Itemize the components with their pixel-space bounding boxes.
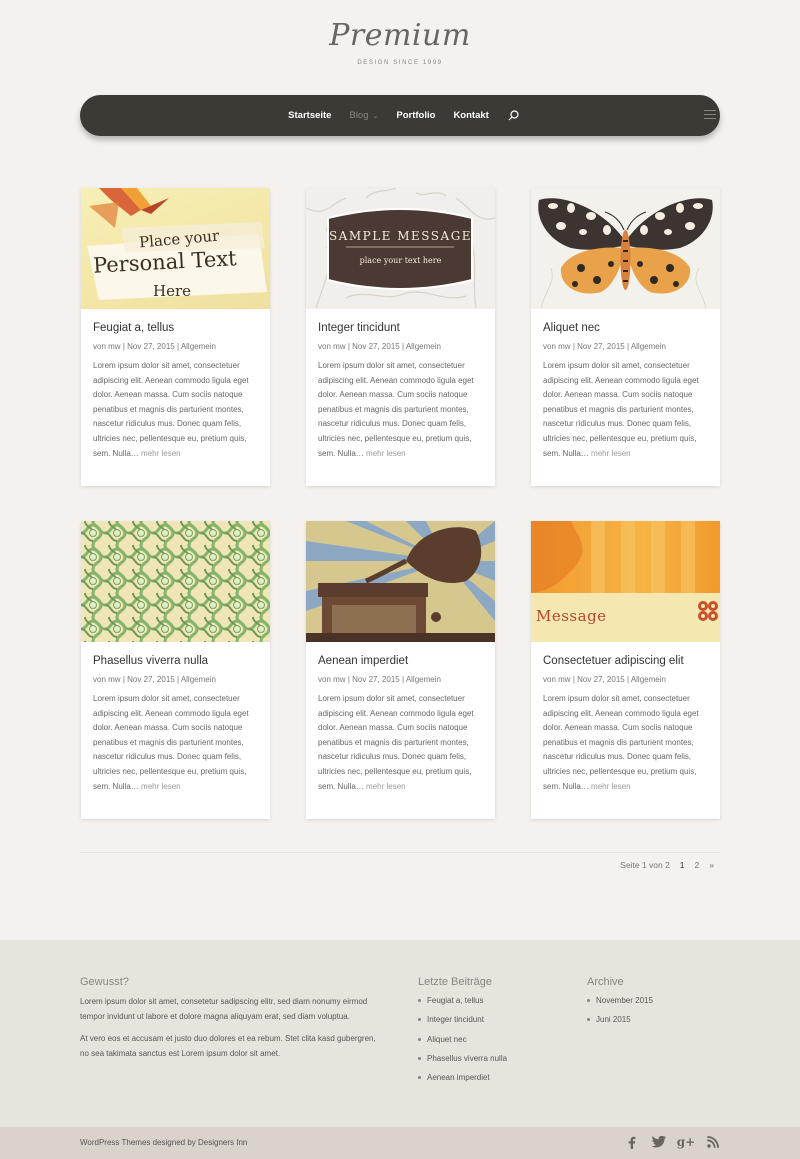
thumbnail-heading: SAMPLE MESSAGE	[328, 229, 473, 243]
post-thumbnail[interactable]	[81, 188, 270, 309]
twitter-icon[interactable]	[652, 1135, 666, 1149]
butterfly-icon	[531, 188, 720, 309]
post-author[interactable]: mw	[558, 342, 571, 351]
footer-about-paragraph-2: At vero eos et accusam et justo duo dolores et ea rebum. Stet clita kasd gubergren, no sea takimata sanctus est Lorem ipsum dolor sit amet.	[80, 1034, 376, 1058]
archive-link[interactable]	[587, 991, 720, 1010]
recent-post-label: Aliquet nec	[427, 1034, 467, 1044]
post-title[interactable]: Phasellus viverra nulla	[93, 655, 209, 667]
excerpt-text: Lorem ipsum dolor sit amet, consectetuer adipiscing elit. Aenean commodo ligula eget dolor. Aenean massa. Cum sociis natoque penatibus et magnis dis parturient montes, nascetur ridiculus mus. Donec quam felis, ultricies nec, pellentesque eu, pretium quis, sem. Nulla…	[543, 694, 699, 791]
social-links	[625, 1135, 720, 1149]
nav-item-portfolio[interactable]: Portfolio	[396, 110, 436, 121]
post-title[interactable]: Consectetuer adipiscing elit	[543, 655, 684, 667]
post-excerpt	[543, 359, 708, 461]
meta-prefix: von	[543, 675, 556, 684]
post-excerpt	[543, 692, 708, 794]
hamburger-icon[interactable]	[704, 110, 716, 121]
excerpt-text: Lorem ipsum dolor sit amet, consectetuer adipiscing elit. Aenean commodo ligula eget dolor. Aenean massa. Cum sociis natoque penatibus et magnis dis parturient montes, nascetur ridiculus mus. Donec quam felis, ultricies nec, pellentesque eu, pretium quis, sem. Nulla…	[93, 361, 249, 458]
post-excerpt	[318, 692, 483, 794]
post-category[interactable]: Allgemein	[405, 342, 441, 351]
post-title[interactable]: Feugiat a, tellus	[93, 322, 175, 334]
post-date: Nov 27, 2015	[352, 342, 400, 351]
post-category[interactable]: Allgemein	[405, 675, 441, 684]
post-card	[81, 521, 270, 819]
next-page-link[interactable]: »	[709, 860, 714, 870]
bottom-bar	[0, 1127, 800, 1159]
footer-about	[80, 976, 380, 1061]
thumbnail-text-line-3: Here	[153, 282, 192, 300]
post-excerpt	[93, 359, 258, 461]
post-author[interactable]: mw	[333, 342, 346, 351]
recent-post-label: Aenean imperdiet	[427, 1073, 490, 1083]
post-excerpt	[318, 359, 483, 461]
read-more-link[interactable]: mehr lesen	[591, 448, 631, 458]
post-thumbnail[interactable]	[81, 521, 270, 642]
page-2-link[interactable]: 2	[694, 860, 700, 870]
recent-post-link[interactable]	[418, 991, 568, 1010]
footer-archive-heading: Archive	[587, 976, 624, 988]
post-meta: von mw | Nov 27, 2015 | Allgemein	[543, 675, 666, 684]
nav-item-blog-label: Blog	[349, 110, 369, 121]
pagination	[620, 860, 714, 870]
main-navigation	[80, 95, 720, 136]
post-date: Nov 27, 2015	[352, 675, 400, 684]
post-category[interactable]: Allgemein	[180, 675, 216, 684]
archive-link[interactable]	[587, 1010, 720, 1029]
excerpt-text: Lorem ipsum dolor sit amet, consectetuer adipiscing elit. Aenean commodo ligula eget dolor. Aenean massa. Cum sociis natoque penatibus et magnis dis parturient montes, nascetur ridiculus mus. Donec quam felis, ultricies nec, pellentesque eu, pretium quis, sem. Nulla…	[318, 694, 474, 791]
read-more-link[interactable]: mehr lesen	[591, 781, 631, 791]
post-card	[531, 188, 720, 486]
meta-prefix: von	[93, 675, 106, 684]
nav-item-blog[interactable]	[349, 110, 378, 121]
footer	[0, 940, 800, 1127]
read-more-link[interactable]: mehr lesen	[141, 448, 181, 458]
post-meta: von mw | Nov 27, 2015 | Allgemein	[318, 342, 441, 351]
post-thumbnail[interactable]	[306, 188, 495, 309]
excerpt-text: Lorem ipsum dolor sit amet, consectetuer adipiscing elit. Aenean commodo ligula eget dolor. Aenean massa. Cum sociis natoque penatibus et magnis dis parturient montes, nascetur ridiculus mus. Donec quam felis, ultricies nec, pellentesque eu, pretium quis, sem. Nulla…	[318, 361, 474, 458]
footer-archive	[587, 976, 720, 1030]
meta-prefix: von	[543, 342, 556, 351]
meta-prefix: von	[318, 675, 331, 684]
post-meta: von mw | Nov 27, 2015 | Allgemein	[318, 675, 441, 684]
post-title[interactable]: Aliquet nec	[543, 322, 600, 334]
facebook-icon[interactable]	[625, 1135, 639, 1149]
logo-title: Premium	[329, 18, 471, 53]
page-1-current: 1	[679, 860, 685, 870]
meta-prefix: von	[318, 342, 331, 351]
archive-label: Juni 2015	[596, 1015, 631, 1025]
nav-item-startseite[interactable]: Startseite	[288, 110, 332, 121]
google-plus-icon[interactable]: g+	[676, 1135, 696, 1149]
excerpt-text: Lorem ipsum dolor sit amet, consectetuer adipiscing elit. Aenean commodo ligula eget dolor. Aenean massa. Cum sociis natoque penatibus et magnis dis parturient montes, nascetur ridiculus mus. Donec quam felis, ultricies nec, pellentesque eu, pretium quis, sem. Nulla…	[543, 361, 699, 458]
post-title[interactable]: Integer tincidunt	[318, 322, 400, 334]
excerpt-text: Lorem ipsum dolor sit amet, consectetuer adipiscing elit. Aenean commodo ligula eget dolor. Aenean massa. Cum sociis natoque penatibus et magnis dis parturient montes, nascetur ridiculus mus. Donec quam felis, ultricies nec, pellentesque eu, pretium quis, sem. Nulla…	[93, 694, 249, 791]
footer-recent-heading: Letzte Beiträge	[418, 976, 492, 988]
recent-post-link[interactable]	[418, 1068, 568, 1087]
post-category[interactable]: Allgemein	[180, 342, 216, 351]
thumbnail-text-line-2: Personal Text	[92, 246, 238, 278]
post-card	[306, 521, 495, 819]
post-meta: von mw | Nov 27, 2015 | Allgemein	[93, 675, 216, 684]
post-author[interactable]: mw	[108, 675, 121, 684]
read-more-link[interactable]: mehr lesen	[366, 781, 406, 791]
post-category[interactable]: Allgemein	[630, 675, 666, 684]
logo-tagline: DESIGN SINCE 1999	[357, 60, 443, 66]
read-more-link[interactable]: mehr lesen	[366, 448, 406, 458]
post-card	[306, 188, 495, 486]
thumbnail-text: Message	[536, 607, 607, 625]
post-thumbnail[interactable]	[306, 521, 495, 642]
archive-label: November 2015	[596, 996, 653, 1005]
post-category[interactable]: Allgemein	[630, 342, 666, 351]
footer-recent-posts	[418, 976, 568, 1087]
footer-about-heading: Gewusst?	[80, 976, 129, 988]
post-meta: von mw | Nov 27, 2015 | Allgemein	[93, 342, 216, 351]
search-icon[interactable]	[507, 109, 521, 123]
post-author[interactable]: mw	[333, 675, 346, 684]
post-card	[81, 188, 270, 486]
post-thumbnail[interactable]	[531, 188, 720, 309]
recent-post-link[interactable]	[418, 1030, 568, 1049]
recent-post-label: Phasellus viverra nulla	[427, 1053, 508, 1063]
meta-prefix: von	[93, 342, 106, 351]
thumbnail-text-line-1: Place your	[138, 226, 220, 252]
post-date: Nov 27, 2015	[127, 675, 175, 684]
post-date: Nov 27, 2015	[577, 342, 625, 351]
pagination-label: Seite 1 von 2	[620, 860, 670, 870]
post-author[interactable]: mw	[558, 675, 571, 684]
recent-post-link[interactable]	[418, 1049, 568, 1068]
post-thumbnail[interactable]	[531, 521, 720, 642]
footer-credits[interactable]: WordPress Themes designed by Designers Inn	[80, 1138, 248, 1147]
site-logo[interactable]	[0, 14, 800, 66]
pagination-divider	[80, 852, 720, 853]
thumbnail-subtext: place your text here	[359, 256, 442, 265]
read-more-link[interactable]: mehr lesen	[141, 781, 181, 791]
post-card	[531, 521, 720, 819]
post-author[interactable]: mw	[108, 342, 121, 351]
rss-icon[interactable]	[706, 1135, 720, 1149]
nav-item-kontakt[interactable]: Kontakt	[453, 110, 489, 121]
footer-about-paragraph-1: Lorem ipsum dolor sit amet, consetetur sadipscing elitr, sed diam nonumy eirmod tempor invidunt ut labore et dolore magna aliquyam erat, sed diam voluptua.	[80, 997, 368, 1021]
recent-post-link[interactable]	[418, 1010, 568, 1029]
post-date: Nov 27, 2015	[127, 342, 175, 351]
post-excerpt	[93, 692, 258, 794]
post-meta: von mw | Nov 27, 2015 | Allgemein	[543, 342, 666, 351]
recent-post-label: Integer tincidunt	[427, 1015, 484, 1025]
post-date: Nov 27, 2015	[577, 675, 625, 684]
post-title[interactable]: Aenean imperdiet	[318, 655, 409, 667]
gramophone-icon	[306, 521, 495, 642]
recent-post-label: Feugiat a, tellus	[427, 996, 484, 1005]
chevron-down-icon: ⌄	[372, 113, 379, 120]
